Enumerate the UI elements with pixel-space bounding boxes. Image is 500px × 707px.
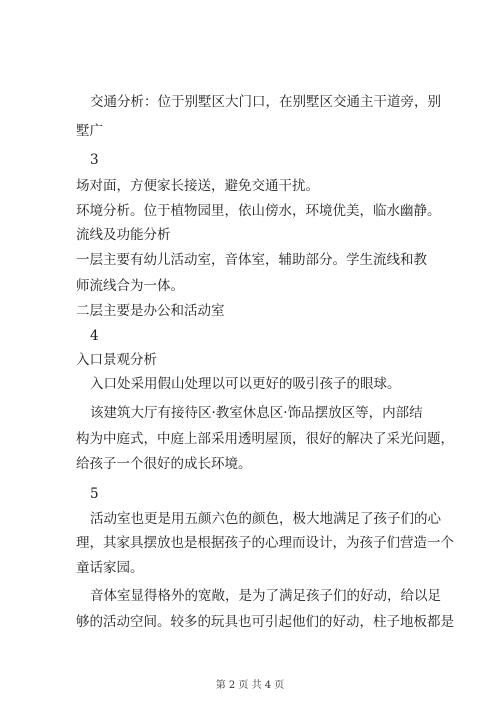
paragraph-line: 场对面，方便家长接送，避免交通干扰。 [76,178,319,194]
paragraph-line: 二层主要是办公和活动室 [76,303,225,319]
paragraph-line: 一层主要有幼儿活动室，音体室，辅助部分。学生流线和教 [76,252,427,268]
paragraph-line: 交通分析：位于别墅区大门口，在别墅区交通主干道旁，别 [90,94,441,110]
paragraph-line: 童话家园。 [76,560,144,576]
paragraph-line: 入口处采用假山处理以可以更好的吸引孩子的眼球。 [90,376,401,392]
paragraph-line: 环境分析。位于植物园里，依山傍水，环境优美，临水幽静。 [76,203,441,219]
paragraph-line: 构为中庭式，中庭上部采用透明屋顶，很好的解决了采光问题， [76,431,454,447]
paragraph-line: 活动室也更是用五颜六色的颜色，极大地满足了孩子们的心 [90,511,441,527]
paragraph-line: 够的活动空间。较多的玩具也可引起他们的好动，柱子地板都是 [76,614,454,630]
paragraph-line: 师流线合为一体。 [76,278,184,294]
paragraph-line: 理，其家具摆放也是根据孩子的心理而设计，为孩子们营造一个 [76,535,454,551]
page-footer: 第 2 页 共 4 页 [215,680,285,691]
section-heading: 流线及功能分析 [76,227,171,243]
paragraph-line: 给孩子一个很好的成长环境。 [76,456,252,472]
page-number-marker: 3 [90,152,99,168]
paragraph-line: 音体室显得格外的宽敞，是为了满足孩子们的好动，给以足 [90,588,441,604]
page-number-marker: 4 [90,328,99,344]
paragraph-line: 墅广 [76,123,103,139]
page-number-marker: 5 [90,486,99,502]
paragraph-line: 该建筑大厅有接待区·教室休息区·饰品摆放区等，内部结 [90,405,423,421]
section-heading: 入口景观分析 [76,352,157,368]
